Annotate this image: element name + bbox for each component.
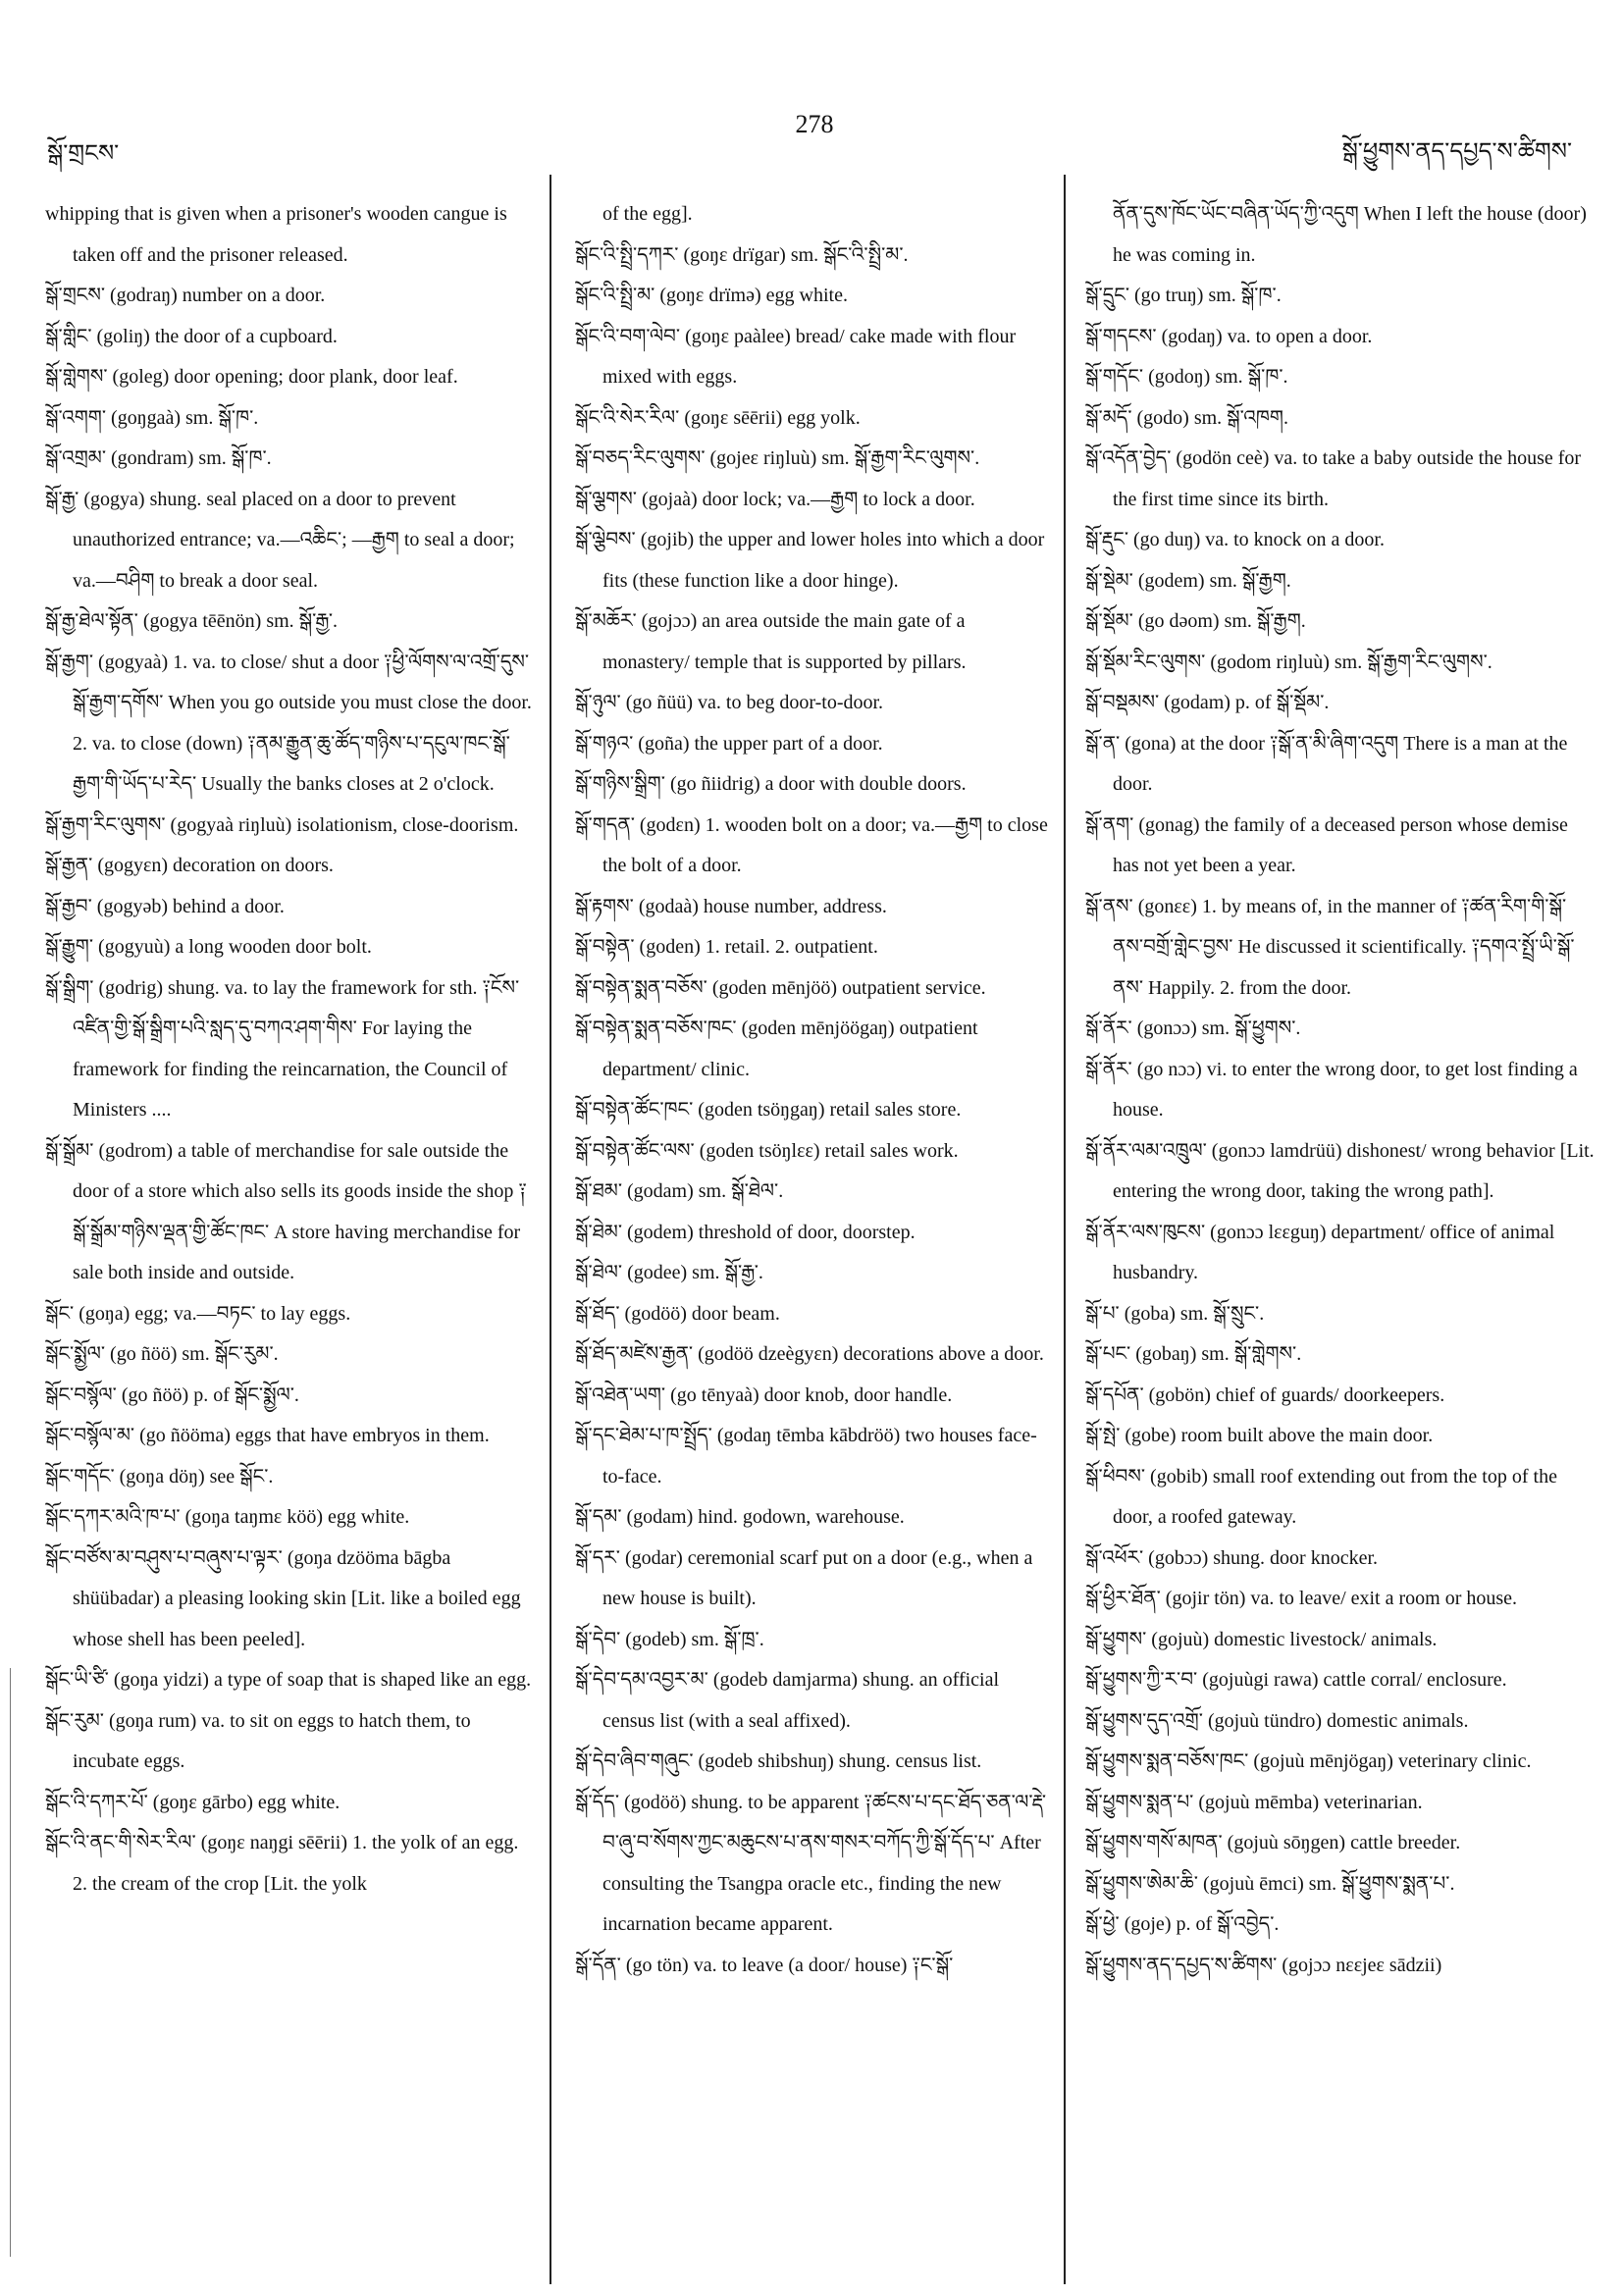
dictionary-entry: སྒོ་ཕྱུགས་སྨན་པ་ (gojuù mēmba) veterinarian.	[1085, 1791, 1423, 1813]
margin-scan-line	[10, 1668, 11, 2257]
dictionary-entry: སྒོ་གཉའ་ (goña) the upper part of a door.	[575, 732, 883, 755]
dictionary-entry: སྒོ་དྲུང་ (go truŋ) sm. སྒོ་ཁ་.	[1085, 285, 1282, 306]
dictionary-entry: སྒོ་དཔོན་ (gobön) chief of guards/ doorkeepers.	[1085, 1383, 1445, 1406]
dictionary-entry: སྒོང་རུམ་ (goŋa rum) va. to sit on eggs to hatch them, to incubate eggs.	[45, 1709, 471, 1772]
dictionary-entry: སྒོ་རྒྱུག་ (gogyuù) a long wooden door bolt.	[45, 936, 372, 958]
dictionary-entry: སྒོང་སྨྱོལ་ (go ñöö) sm. སྒོང་རུམ་.	[45, 1343, 279, 1365]
dictionary-entry: སྒོ་གླེགས་ (goleg) door opening; door plank, door leaf.	[45, 366, 458, 388]
dictionary-entry: སྒོ་སྒྲིག་ (godrig) shung. va. to lay the framework for sth. ༑ངོས་འཛིན་གྱི་སྒོ་སྒྲིག་པའི་སླད་དུ་བཀའ་ཤག་གིས་ For laying the framework for finding the reincarnation, the Council of Ministers ....	[45, 976, 520, 1121]
dictionary-entry: སྒོ་རྒྱབ་ (gogyəb) behind a door.	[45, 895, 285, 917]
dictionary-entry: སྒོ་ཕྱུགས་ (gojuù) domestic livestock/ animals.	[1085, 1628, 1438, 1650]
column-rule-2	[1064, 175, 1066, 2284]
dictionary-entry: སྒོ་རྒྱ་ཐེལ་སྟོན་ (gogya tēēnön) sm. སྒོ་རྒྱ་.	[45, 610, 339, 632]
dictionary-entry: སྒོ་པ་ (goba) sm. སྒོ་སྲུང་.	[1085, 1302, 1265, 1325]
dictionary-entry: སྒོ་སྤེ་ (gobe) room built above the main door.	[1085, 1425, 1434, 1446]
dictionary-entry: སྒོ་ཕྱུགས་སྨན་བཅོས་ཁང་ (gojuù mēnjögaŋ) veterinary clinic.	[1085, 1750, 1532, 1772]
dictionary-entry: སྒོ་ནག་ (gonag) the family of a deceased person whose demise has not yet been a year.	[1085, 813, 1568, 876]
dictionary-entry: སྒོ་རྒྱ་ (gogya) shung. seal placed on a door to prevent unauthorized entrance; va.—འཆིང་; —རྒྱག to seal a door; va.—བཤིག to break a door seal.	[45, 488, 515, 592]
page-number: 278	[795, 110, 834, 138]
dictionary-entry: སྒོ་ཐོད་ (godöö) door beam.	[575, 1302, 780, 1325]
dictionary-entry: སྒོ་དེབ་ཞིབ་གཞུང་ (godeb shibshuŋ) shung. census list.	[575, 1750, 982, 1772]
dictionary-entry: སྒོ་ཕྱེ་ (goje) p. of སྒོ་འབྱེད་.	[1085, 1913, 1280, 1935]
dictionary-entry: སྒོ་དེབ་དམ་འབྱར་མ་ (godeb damjarma) shung. an official census list (with a seal affixed).	[575, 1669, 1000, 1732]
dictionary-entry: སྒོང་འི་དཀར་པོ་ (goŋɛ gārbo) egg white.	[45, 1791, 340, 1813]
running-head-right: སྒོ་ཕྱུགས་ནད་དཔྱད་ས་ཚིགས་	[1341, 137, 1572, 165]
dictionary-entry: སྒོ་དམ་ (godam) hind. godown, warehouse.	[575, 1506, 905, 1528]
dictionary-entry: སྒོང་འི་བག་ལེབ་ (goŋɛ paàlee) bread/ cake made with flour mixed with eggs.	[575, 325, 1017, 388]
dictionary-entry: སྒོ་ཉུལ་ (go ñüü) va. to beg door-to-door.	[575, 692, 884, 713]
dictionary-entry: སྒོ་མཆོར་ (gojɔɔ) an area outside the main gate of a monastery/ temple that is supported by pillars.	[575, 610, 967, 673]
column-rule-1	[550, 175, 551, 2284]
dictionary-entry: སྒོ་ཕྱུགས་དུད་འགྲོ་ (gojuù tündro) domestic animals.	[1085, 1709, 1469, 1732]
dictionary-entry: སྒོ་ཐོད་མཛེས་རྒྱན་ (godöö dzeègyɛn) decorations above a door.	[575, 1343, 1044, 1365]
dictionary-entry: སྒོ་ཐེལ་ (godee) sm. སྒོ་རྒྱ་.	[575, 1262, 763, 1283]
dictionary-entry: སྒོང་ (goŋa) egg; va.—བཏང་ to lay eggs.	[45, 1302, 351, 1325]
dictionary-entry: སྒོ་ཐེམ་ (godem) threshold of door, doorstep.	[575, 1221, 916, 1243]
dictionary-entry: སྒོ་རྡུང་ (go duŋ) va. to knock on a door.	[1085, 529, 1385, 550]
dictionary-entry: སྒོ་ཕྱིར་ཐོན་ (gojir tön) va. to leave/ exit a room or house.	[1085, 1588, 1518, 1609]
dictionary-entry: སྒོ་རྒྱག་ (gogyaà) 1. va. to close/ shut a door ༑ཕྱི་ལོགས་ལ་འགྲོ་དུས་སྒོ་རྒྱག་དགོས་ When you go outside you must close the door. 2. va. to close (down) ༑ནམ་རྒྱུན་ཆུ་ཚོད་གཉིས་པ་དངུལ་ཁང་སྒོ་རྒྱག་གི་ཡོད་པ་རེད་ Usually the banks closes at 2 o'clock.	[45, 651, 532, 795]
dictionary-entry: སྒོ་ཕྱུགས་ཀྱི་ར་བ་ (gojuùgi rawa) cattle corral/ enclosure.	[1085, 1669, 1507, 1691]
dictionary-column-3	[1085, 194, 1596, 1986]
dictionary-entry: སྒོང་འི་ནང་གི་སེར་རིལ་ (goŋɛ naŋgi sēērii) 1. the yolk of an egg. 2. the cream of the crop [Lit. the yolk	[45, 1832, 519, 1895]
dictionary-entry: སྒོ་གདངས་ (godaŋ) va. to open a door.	[1085, 325, 1373, 347]
dictionary-entry: སྒོ་ནས་ (gonɛɛ) 1. by means of, in the manner of ༑ཚན་རིག་གི་སྒོ་ནས་བགྲོ་གླེང་བྱས་ He discussed it scientifically. ༑དགའ་སྤྲོ་ཡི་སྒོ་ནས་ Happily. 2. from the door.	[1085, 895, 1575, 999]
dictionary-entry: སྒོ་ནོར་ལས་ཁུངས་ (gonɔɔ lɛɛguŋ) department/ office of animal husbandry.	[1085, 1221, 1555, 1283]
dictionary-entry: སྒོང་འི་སེར་རིལ་ (goŋɛ sēērii) egg yolk.	[575, 406, 861, 429]
dictionary-entry: སྒོ་ཕྱུགས་ནད་དཔྱད་ས་ཚིགས་ (gojɔɔ nɛɛjeɛ sādzii)	[1085, 1954, 1442, 1976]
dictionary-entry: སྒོ་དེབ་ (godeb) sm. སྒོ་ཁྲ་.	[575, 1628, 764, 1650]
dictionary-entry: སྒོ་འཐེན་ཡག་ (go tēnyaà) door knob, door handle.	[575, 1383, 953, 1406]
dictionary-entry: སྒོ་གླིང་ (goliŋ) the door of a cupboard.	[45, 325, 338, 347]
dictionary-entry: སྒོ་གྲངས་ (godraŋ) number on a door.	[45, 285, 326, 306]
dictionary-entry: སྒོ་ཕིབས་ (gobib) small roof extending out from the top of the door, a roofed gateway.	[1085, 1465, 1557, 1528]
dictionary-entry: སྒོ་ནོར་ལམ་འཁྲུལ་ (gonɔɔ lamdrüü) dishonest/ wrong behavior [Lit. entering the wrong door, taking the wrong path].	[1085, 1139, 1595, 1202]
dictionary-entry: སྒོ་སྒྲོམ་ (godrom) a table of merchandise for sale outside the door of a store which also sells its goods inside the shop ༑སྒོ་སྒྲོམ་གཉིས་ལྡན་གྱི་ཚོང་ཁང་ A store having merchandise for sale both inside and outside.	[45, 1139, 527, 1283]
dictionary-column-2	[575, 194, 1056, 1986]
dictionary-entry: སྒོ་བསྡམས་ (godam) p. of སྒོ་སྡོམ་.	[1085, 692, 1330, 713]
dictionary-entry: of the egg].	[602, 203, 693, 225]
dictionary-entry: སྒོ་འགག་ (goŋgaà) sm. སྒོ་ཁ་.	[45, 406, 259, 429]
dictionary-entry: སྒོ་དོན་ (go tön) va. to leave (a door/ house) ༑ང་སྒོ་	[575, 1954, 954, 1976]
dictionary-entry: སྒོ་ནོར་ (gonɔɔ) sm. སྒོ་ཕྱུགས་.	[1085, 1018, 1301, 1039]
dictionary-entry: སྒོ་བསྟེན་ཚོང་ལས་ (goden tsöŋlɛɛ) retail sales work.	[575, 1139, 959, 1162]
dictionary-entry: སྒོང་འི་སྤྲི་མ་ (goŋɛ drïmə) egg white.	[575, 285, 848, 306]
dictionary-entry: སྒོང་ཡི་ཙི་ (goŋa yidzi) a type of soap that is shaped like an egg.	[45, 1669, 532, 1691]
dictionary-entry: སྒོ་ཕྱུགས་ཨེམ་ཆི་ (gojuù ēmci) sm. སྒོ་ཕྱུགས་སྨན་པ་.	[1085, 1872, 1455, 1895]
dictionary-entry: སྒོང་གདོང་ (goŋa döŋ) see སྒོང་.	[45, 1465, 274, 1487]
dictionary-entry: སྒོ་པང་ (gobaŋ) sm. སྒོ་གླེགས་.	[1085, 1343, 1302, 1365]
dictionary-entry: སྒོ་སྡེམ་ (godem) sm. སྒོ་རྒྱག.	[1085, 569, 1291, 592]
dictionary-entry: སྒོ་མདོ་ (godo) sm. སྒོ་འཁག.	[1085, 406, 1288, 429]
dictionary-entry: སྒོ་དར་ (godar) ceremonial scarf put on a door (e.g., when a new house is built).	[575, 1546, 1033, 1609]
dictionary-entry: སྒོ་འདོན་བྱེད་ (godön ceè) va. to take a baby outside the house for the first time since its birth.	[1085, 447, 1582, 510]
dictionary-entry: སྒོ་དོད་ (godöö) shung. to be apparent ༑ཚངས་པ་དང་ཐོད་ཅན་ལ་རྡེ་བ་ཞུ་བ་སོགས་ཀྱང་མཆུངས་པ་ནས་གསར་བཀོད་ཀྱི་སྒོ་དོད་པ་ After consulting the Tsangpa oracle etc., finding the new incarnation became apparent.	[575, 1791, 1047, 1935]
dictionary-entry: སྒོ་གཉིས་སྒྲིག་ (go ñiidrig) a door with double doors.	[575, 773, 967, 795]
dictionary-entry: སྒོ་བསྟེན་ (goden) 1. retail. 2. outpatient.	[575, 936, 878, 958]
dictionary-entry: སྒོ་རྟགས་ (godaà) house number, address.	[575, 895, 887, 917]
dictionary-entry: སྒོ་རྒྱག་རིང་ལུགས་ (gogyaà riŋluù) isolationism, close-doorism.	[45, 813, 519, 836]
dictionary-entry: ནོན་དུས་ཁོང་ཡོང་བཞིན་ཡོད་ཀྱི་འདུག When I left the house (door) he was coming in.	[1113, 203, 1587, 266]
dictionary-entry: སྒོ་འགྲམ་ (gondram) sm. སྒོ་ཁ་.	[45, 447, 272, 469]
dictionary-entry: སྒོ་དང་ཐེམ་པ་ཁ་སྤྲོད་ (godaŋ tēmba kābdröö) two houses face-to-face.	[575, 1425, 1037, 1487]
dictionary-entry: སྒོང་བསྙོལ་ (go ñöö) p. of སྒོང་སྨྱོལ་.	[45, 1383, 299, 1406]
dictionary-entry: སྒོ་སྡོམ་རིང་ལུགས་ (godom riŋluù) sm. སྒོ་རྒྱག་རིང་ལུགས་.	[1085, 651, 1492, 673]
dictionary-entry: སྒོ་ལྕེབས་ (gojib) the upper and lower holes into which a door fits (these function like a door hinge).	[575, 529, 1045, 592]
dictionary-entry: སྒོ་འཕོར་ (gobɔɔ) shung. door knocker.	[1085, 1546, 1379, 1569]
dictionary-entry: སྒོ་རྒྱན་ (gogyɛn) decoration on doors.	[45, 855, 334, 876]
dictionary-entry: སྒོ་བཅད་རིང་ལུགས་ (gojeɛ riŋluù) sm. སྒོ་རྒྱག་རིང་ལུགས་.	[575, 447, 980, 469]
dictionary-entry: སྒོང་བསྙོལ་མ་ (go ñööma) eggs that have embryos in them.	[45, 1425, 490, 1446]
dictionary-entry: སྒོ་བསྟེན་ཚོང་ཁང་ (goden tsöŋgaŋ) retail sales store.	[575, 1099, 962, 1121]
dictionary-column-1	[45, 194, 536, 1905]
dictionary-entry: སྒོང་བཙོས་མ་བཤུས་པ་བཞུས་པ་ལྟར་ (goŋa dzööma bāgba shüübadar) a pleasing looking skin [Lit. like a boiled egg whose shell has been peeled].	[45, 1546, 521, 1650]
dictionary-entry: སྒོ་གདོང་ (godoŋ) sm. སྒོ་ཁ་.	[1085, 366, 1288, 388]
dictionary-entry: སྒོ་བསྟེན་སྨན་བཅོས་ (goden mēnjöö) outpatient service.	[575, 976, 986, 999]
dictionary-entry: སྒོ་ལྕགས་ (gojaà) door lock; va.—རྒྱག to lock a door.	[575, 488, 975, 510]
dictionary-entry: སྒོང་འི་སྤྲི་དཀར་ (goŋɛ drïgar) sm. སྒོང་འི་སྤྲི་མ་.	[575, 243, 909, 266]
dictionary-entry: སྒོ་བསྟེན་སྨན་བཅོས་ཁང་ (goden mēnjöögaŋ) outpatient department/ clinic.	[575, 1018, 978, 1080]
dictionary-entry: སྒོ་ཕྱུགས་གསོ་མཁན་ (gojuù sōŋgen) cattle breeder.	[1085, 1832, 1461, 1853]
dictionary-entry: སྒོ་ན་ (gona) at the door ༑སྒོ་ན་མི་ཞིག་འདུག There is a man at the door.	[1085, 732, 1568, 795]
running-head-left: སྒོ་གྲངས་	[47, 139, 120, 167]
dictionary-entry: སྒོ་ཐམ་ (godam) sm. སྒོ་ཐེལ་.	[575, 1180, 784, 1202]
dictionary-entry: སྒོ་སྡོམ་ (go dəom) sm. སྒོ་རྒྱག.	[1085, 610, 1306, 632]
dictionary-entry: སྒོང་དཀར་མའི་ཁ་པ་ (goŋa taŋmɛ köö) egg white.	[45, 1506, 410, 1528]
dictionary-entry: སྒོ་ནོར་ (go nɔɔ) vi. to enter the wrong door, to get lost finding a house.	[1085, 1058, 1578, 1121]
dictionary-entry: whipping that is given when a prisoner's wooden cangue is taken off and the prisoner released.	[45, 203, 507, 266]
dictionary-entry: སྒོ་གདན་ (godɛn) 1. wooden bolt on a door; va.—རྒྱག to close the bolt of a door.	[575, 813, 1048, 876]
